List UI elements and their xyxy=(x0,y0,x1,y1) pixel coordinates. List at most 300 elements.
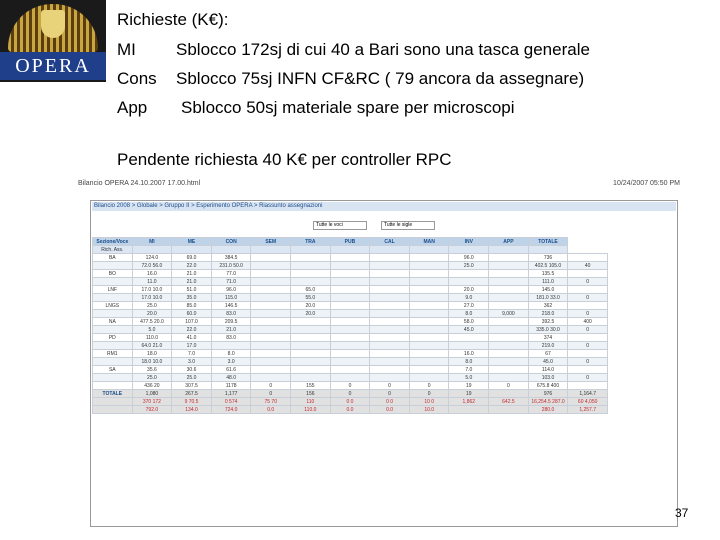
screenshot-header-left: Bilancio OPERA 24.10.2007 17.00.html xyxy=(78,180,201,187)
table-cell xyxy=(251,246,291,254)
table-cell xyxy=(568,286,608,294)
table-cell: 17.0 10.0 xyxy=(132,286,172,294)
table-cell: 25.0 xyxy=(172,374,212,382)
table-cell: 20.0 xyxy=(132,310,172,318)
table-cell: 0 xyxy=(568,358,608,366)
table-cell: 219.0 xyxy=(528,342,568,350)
table-cell xyxy=(251,254,291,262)
table-cell xyxy=(370,254,410,262)
table-row xyxy=(93,318,608,326)
table-cell xyxy=(489,406,529,414)
table-cell: 3.0 xyxy=(172,358,212,366)
totals-row xyxy=(93,398,608,406)
table-cell: 110.0 xyxy=(291,406,331,414)
table-row xyxy=(93,350,608,358)
table-cell: 0 xyxy=(568,294,608,302)
table-cell: 0 xyxy=(251,390,291,398)
table-cell: 209.5 xyxy=(211,318,251,326)
table-cell: 3.0 xyxy=(211,358,251,366)
table-cell: 0 0 xyxy=(370,398,410,406)
table-row xyxy=(93,286,608,294)
table-cell: 40 xyxy=(568,262,608,270)
table-cell: BA xyxy=(93,254,133,262)
table-cell xyxy=(330,302,370,310)
table-cell xyxy=(251,326,291,334)
table-cell xyxy=(93,262,133,270)
table-cell xyxy=(568,334,608,342)
table-cell: 384.5 xyxy=(211,254,251,262)
table-cell xyxy=(370,366,410,374)
table-cell xyxy=(93,382,133,390)
table-cell: 51.0 xyxy=(172,286,212,294)
app-label: App xyxy=(117,98,148,117)
table-cell: 25.0 xyxy=(132,374,172,382)
table-cell xyxy=(409,294,449,302)
table-cell xyxy=(330,270,370,278)
table-cell: 231.0 50.0 xyxy=(211,262,251,270)
table-cell: 17.0 10.0 xyxy=(132,294,172,302)
table-cell xyxy=(93,294,133,302)
table-cell: 67 xyxy=(528,350,568,358)
logo-text: OPERA xyxy=(0,52,106,80)
table-cell xyxy=(251,374,291,382)
table-cell xyxy=(370,374,410,382)
table-cell xyxy=(251,294,291,302)
table-cell: 17.0 xyxy=(172,342,212,350)
table-cell: 11.0 xyxy=(132,278,172,286)
table-cell xyxy=(370,310,410,318)
table-cell xyxy=(370,286,410,294)
table-cell: 5.0 xyxy=(449,374,489,382)
table-cell xyxy=(489,302,529,310)
table-cell: 181.0 33.0 xyxy=(528,294,568,302)
table-cell xyxy=(409,302,449,310)
table-cell: 30.6 xyxy=(172,366,212,374)
table-cell: 0.0 xyxy=(251,406,291,414)
table-cell xyxy=(330,246,370,254)
table-cell xyxy=(330,358,370,366)
table-cell xyxy=(409,270,449,278)
table-cell: 307.5 xyxy=(172,382,212,390)
table-cell: 18.0 10.0 xyxy=(132,358,172,366)
table-cell: 134.0 xyxy=(172,406,212,414)
table-cell: 21.0 xyxy=(172,278,212,286)
table-cell: 0 574 xyxy=(211,398,251,406)
table-cell xyxy=(489,262,529,270)
table-row xyxy=(93,374,608,382)
table-cell: 0 xyxy=(568,326,608,334)
table-cell: MAN xyxy=(409,238,449,246)
table-cell xyxy=(291,326,331,334)
table-cell: 477.5 20.0 xyxy=(132,318,172,326)
opera-logo xyxy=(0,0,106,82)
table-cell xyxy=(291,254,331,262)
table-cell: 19 xyxy=(449,382,489,390)
table-cell: 400 xyxy=(568,318,608,326)
table-cell: 0 xyxy=(568,342,608,350)
table-row xyxy=(93,310,608,318)
table-row xyxy=(93,342,608,350)
table-cell: 25.0 xyxy=(449,262,489,270)
table-cell xyxy=(449,246,489,254)
page-number: 37 xyxy=(675,506,689,520)
table-cell xyxy=(93,358,133,366)
table-cell: 0.0 xyxy=(370,406,410,414)
table-cell xyxy=(409,342,449,350)
table-cell: 64.0 21.0 xyxy=(132,342,172,350)
table-cell: 1,862 xyxy=(449,398,489,406)
table-cell xyxy=(291,374,331,382)
table-cell: 22.0 xyxy=(172,326,212,334)
table-cell: 85.0 xyxy=(172,302,212,310)
table-cell: 0 0 xyxy=(330,398,370,406)
table-cell: 110.0 xyxy=(132,334,172,342)
table-cell xyxy=(409,350,449,358)
table-header-row xyxy=(93,238,608,246)
table-row xyxy=(93,278,608,286)
table-cell: 8.0 xyxy=(449,358,489,366)
table-cell xyxy=(370,262,410,270)
table-cell xyxy=(330,254,370,262)
table-cell xyxy=(449,270,489,278)
table-row xyxy=(93,294,608,302)
table-cell xyxy=(370,358,410,366)
table-cell: 35.0 xyxy=(172,294,212,302)
heading: Richieste (K€): xyxy=(117,10,229,29)
table-cell xyxy=(409,366,449,374)
mi-label: MI xyxy=(117,40,136,59)
table-cell: 0 xyxy=(370,382,410,390)
pending-line: Pendente richiesta 40 K€ per controller RPC xyxy=(117,150,452,169)
table-cell: APP xyxy=(489,238,529,246)
table-cell: 96.0 xyxy=(449,254,489,262)
table-cell xyxy=(489,294,529,302)
table-cell: 792.0 xyxy=(132,406,172,414)
table-cell xyxy=(370,246,410,254)
table-cell xyxy=(251,366,291,374)
table-cell: 27.0 xyxy=(449,302,489,310)
table-cell xyxy=(251,318,291,326)
table-cell xyxy=(330,294,370,302)
table-cell xyxy=(409,278,449,286)
mi-text: Sblocco 172sj di cui 40 a Bari sono una tasca generale xyxy=(176,40,590,59)
table-cell: 335.0 30.0 xyxy=(528,326,568,334)
table-cell: 55.0 xyxy=(291,294,331,302)
table-cell: 16,254.5 287.0 xyxy=(528,398,568,406)
table-cell: MI xyxy=(132,238,172,246)
cons-label: Cons xyxy=(117,69,157,88)
table-cell xyxy=(330,310,370,318)
table-cell xyxy=(330,366,370,374)
table-cell: 114.0 xyxy=(528,366,568,374)
table-cell: RM1 xyxy=(93,350,133,358)
table-subheader-row xyxy=(93,246,608,254)
table-cell xyxy=(291,350,331,358)
table-cell: 7.0 xyxy=(449,366,489,374)
table-cell: 436 20 xyxy=(132,382,172,390)
table-cell: 75 70 xyxy=(251,398,291,406)
table-cell xyxy=(291,278,331,286)
table-cell: 0 xyxy=(330,390,370,398)
table-cell xyxy=(370,270,410,278)
table-cell xyxy=(211,342,251,350)
table-cell: BO xyxy=(93,270,133,278)
table-cell xyxy=(409,310,449,318)
table-cell: 146.5 xyxy=(211,302,251,310)
table-cell xyxy=(330,374,370,382)
breadcrumb: Bilancio 2008 > Globale > Gruppo II > Esperimento OPERA > Riassunto assegnazioni xyxy=(92,202,676,211)
table-cell xyxy=(409,374,449,382)
table-cell: 9.0 xyxy=(449,294,489,302)
table-cell: 7.0 xyxy=(172,350,212,358)
sigle-select[interactable]: Tutte le sigle xyxy=(381,221,435,230)
table-cell xyxy=(330,350,370,358)
table-cell xyxy=(489,334,529,342)
table-cell xyxy=(568,366,608,374)
table-cell xyxy=(291,358,331,366)
table-cell xyxy=(291,334,331,342)
table-cell xyxy=(251,334,291,342)
table-cell xyxy=(409,358,449,366)
table-cell xyxy=(93,398,133,406)
table-cell xyxy=(370,350,410,358)
table-cell: 145.0 xyxy=(528,286,568,294)
table-cell: 155 xyxy=(291,382,331,390)
table-cell xyxy=(489,342,529,350)
table-cell xyxy=(330,342,370,350)
totals-row xyxy=(93,390,608,398)
table-cell: 156 xyxy=(291,390,331,398)
table-cell xyxy=(489,358,529,366)
table-cell: 22.0 xyxy=(172,262,212,270)
table-cell: 362 xyxy=(528,302,568,310)
table-cell xyxy=(251,342,291,350)
table-cell xyxy=(409,262,449,270)
table-cell: 65.0 xyxy=(291,286,331,294)
table-row xyxy=(93,358,608,366)
table-cell: CON xyxy=(211,238,251,246)
table-cell xyxy=(251,310,291,318)
table-cell xyxy=(93,406,133,414)
table-cell: 20.0 xyxy=(291,302,331,310)
table-cell: 83.0 xyxy=(211,334,251,342)
table-cell xyxy=(449,342,489,350)
table-row xyxy=(93,262,608,270)
table-cell: LNGS xyxy=(93,302,133,310)
table-cell: 370 172 xyxy=(132,398,172,406)
table-cell: 60 4,050 xyxy=(568,398,608,406)
table-cell: 0 xyxy=(568,310,608,318)
table-cell xyxy=(489,278,529,286)
cons-text: Sblocco 75sj INFN CF&RC ( 79 ancora da assegnare) xyxy=(176,69,585,88)
table-cell xyxy=(449,406,489,414)
table-cell: 19 xyxy=(449,390,489,398)
table-cell: 69.0 xyxy=(172,254,212,262)
table-cell: 0 xyxy=(330,382,370,390)
table-row xyxy=(93,382,608,390)
table-cell: 0 xyxy=(568,374,608,382)
table-cell xyxy=(449,334,489,342)
table-cell: 1,257.7 xyxy=(568,406,608,414)
table-cell xyxy=(251,270,291,278)
table-cell: 16.0 xyxy=(132,270,172,278)
table-cell xyxy=(93,342,133,350)
table-cell: 267.5 xyxy=(172,390,212,398)
table-cell xyxy=(291,366,331,374)
table-cell: 1,177 xyxy=(211,390,251,398)
table-cell: NA xyxy=(93,318,133,326)
table-cell: 675.8 400 xyxy=(528,382,568,390)
table-row xyxy=(93,254,608,262)
table-cell xyxy=(211,246,251,254)
table-cell xyxy=(291,262,331,270)
budget-frame xyxy=(90,200,678,527)
table-cell xyxy=(409,334,449,342)
table-cell xyxy=(489,246,529,254)
table-cell xyxy=(251,350,291,358)
table-cell xyxy=(568,382,608,390)
table-cell: 60.0 xyxy=(172,310,212,318)
table-cell xyxy=(251,262,291,270)
table-cell xyxy=(568,350,608,358)
table-cell xyxy=(330,326,370,334)
table-cell: PD xyxy=(93,334,133,342)
table-cell xyxy=(370,342,410,350)
table-cell xyxy=(370,278,410,286)
table-cell: 976 xyxy=(528,390,568,398)
table-cell: 5.0 xyxy=(132,326,172,334)
table-cell: 45.0 xyxy=(528,358,568,366)
table-cell: 392.5 xyxy=(528,318,568,326)
table-cell: 21.0 xyxy=(172,270,212,278)
table-cell xyxy=(409,326,449,334)
table-cell xyxy=(370,294,410,302)
table-cell xyxy=(489,366,529,374)
table-cell: 280.0 xyxy=(528,406,568,414)
table-cell xyxy=(251,358,291,366)
table-cell xyxy=(568,302,608,310)
table-cell xyxy=(489,374,529,382)
table-cell: 48.0 xyxy=(211,374,251,382)
budget-table xyxy=(92,237,608,414)
table-cell: 135.5 xyxy=(528,270,568,278)
table-cell xyxy=(291,342,331,350)
table-cell: 71.0 xyxy=(211,278,251,286)
table-cell: 8.0 xyxy=(211,350,251,358)
crest-icon xyxy=(41,10,65,38)
table-cell xyxy=(489,270,529,278)
table-cell xyxy=(291,246,331,254)
table-cell xyxy=(330,286,370,294)
table-cell xyxy=(409,286,449,294)
table-cell xyxy=(132,246,172,254)
table-cell: 1,164.7 xyxy=(568,390,608,398)
table-cell xyxy=(172,246,212,254)
table-cell xyxy=(251,302,291,310)
table-cell: 0 xyxy=(409,382,449,390)
table-cell: 10 0 xyxy=(409,398,449,406)
table-cell: 96.0 xyxy=(211,286,251,294)
table-cell xyxy=(251,278,291,286)
table-cell: 107.0 xyxy=(172,318,212,326)
table-cell xyxy=(409,254,449,262)
table-cell: CAL xyxy=(370,238,410,246)
table-cell: TOTALE xyxy=(528,238,568,246)
table-cell: 10.0 xyxy=(409,406,449,414)
table-cell xyxy=(93,374,133,382)
table-cell: 111.0 xyxy=(528,278,568,286)
table-cell: 218.0 xyxy=(528,310,568,318)
embedded-screenshot xyxy=(78,180,680,525)
table-cell xyxy=(489,390,529,398)
table-cell xyxy=(449,278,489,286)
table-cell: 642.5 xyxy=(489,398,529,406)
table-cell: 736 xyxy=(528,254,568,262)
table-cell: 124.0 xyxy=(132,254,172,262)
table-cell: 21.0 xyxy=(211,326,251,334)
table-cell xyxy=(370,334,410,342)
table-cell xyxy=(93,326,133,334)
table-cell: 77.0 xyxy=(211,270,251,278)
table-cell: TRA xyxy=(291,238,331,246)
table-cell: LNF xyxy=(93,286,133,294)
table-cell xyxy=(330,262,370,270)
totals-row xyxy=(93,406,608,414)
table-cell xyxy=(251,286,291,294)
table-cell xyxy=(370,326,410,334)
table-cell: 1178 xyxy=(211,382,251,390)
table-cell: 724.0 xyxy=(211,406,251,414)
table-cell: 18.0 xyxy=(132,350,172,358)
table-cell: TOTALE xyxy=(93,390,133,398)
table-cell: 0 xyxy=(568,278,608,286)
table-cell: 35.6 xyxy=(132,366,172,374)
table-cell: INV xyxy=(449,238,489,246)
table-cell xyxy=(489,318,529,326)
table-cell xyxy=(528,246,568,254)
table-cell xyxy=(568,254,608,262)
table-row xyxy=(93,366,608,374)
screenshot-header-right: 10/24/2007 05:50 PM xyxy=(613,180,680,187)
table-row xyxy=(93,326,608,334)
table-cell xyxy=(93,278,133,286)
table-cell: 374 xyxy=(528,334,568,342)
table-cell xyxy=(409,246,449,254)
table-cell xyxy=(291,318,331,326)
table-cell: 41.0 xyxy=(172,334,212,342)
table-cell: SEM xyxy=(251,238,291,246)
table-row xyxy=(93,270,608,278)
table-cell: 402.5 105.0 xyxy=(528,262,568,270)
table-cell: 0.0 xyxy=(330,406,370,414)
table-cell: 0 xyxy=(489,382,529,390)
table-cell: 115.0 xyxy=(211,294,251,302)
table-cell xyxy=(370,318,410,326)
table-cell: PUB xyxy=(330,238,370,246)
table-cell xyxy=(489,350,529,358)
table-cell: 72.0 56.0 xyxy=(132,262,172,270)
voice-select[interactable]: Tutte le voci xyxy=(313,221,367,230)
table-cell xyxy=(93,310,133,318)
table-cell: 0 xyxy=(370,390,410,398)
table-cell xyxy=(489,286,529,294)
table-cell: 9,000 xyxy=(489,310,529,318)
table-cell: ME xyxy=(172,238,212,246)
table-cell xyxy=(489,254,529,262)
table-cell: 8.0 xyxy=(449,310,489,318)
app-text: Sblocco 50sj materiale spare per microscopi xyxy=(181,98,515,117)
table-cell xyxy=(370,302,410,310)
